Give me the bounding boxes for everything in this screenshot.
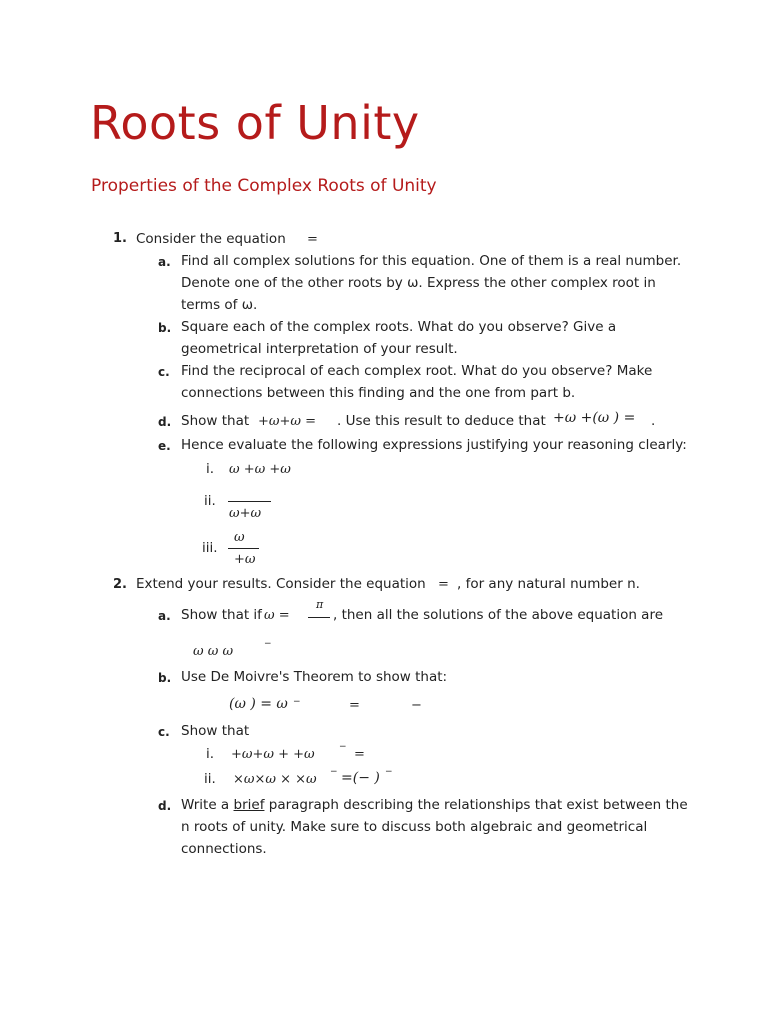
q1-number: 1.	[113, 231, 127, 246]
q2d-brief: brief	[233, 797, 265, 813]
q2c-i-expr: +ω+ω + +ω	[231, 747, 315, 762]
q2a-solutions-exponent: −	[264, 639, 272, 649]
q1d-expr2: +ω +(ω ) =	[553, 410, 636, 426]
q2d-line3: connections.	[181, 841, 267, 857]
q2b-expr-minus: −	[411, 698, 422, 713]
q1a-line2: Denote one of the other roots by ω. Express the other complex root in	[181, 275, 656, 291]
q2c-i-label: i.	[206, 746, 215, 762]
q2c-i-exponent: −	[339, 742, 347, 752]
q1e-iii-label: iii.	[202, 540, 218, 556]
q2c-label: c.	[158, 725, 170, 739]
q1c-line2: connections between this finding and the one from part b.	[181, 385, 576, 401]
q2a-text2: , then all the solutions of the above equation are	[333, 607, 664, 623]
q1e-ii-fraction-bar	[228, 501, 271, 502]
q2b-expr-equals: =	[349, 698, 360, 713]
q2a-solutions: ω ω ω	[193, 644, 234, 659]
q1c-label: c.	[158, 365, 170, 379]
q2c-i-equals: =	[354, 747, 365, 762]
q1e-label: e.	[158, 439, 171, 453]
q2d-text2: paragraph describing the relationships that exist between the	[268, 797, 688, 813]
q1-equation: =	[307, 232, 318, 247]
page-title: Roots of Unity	[90, 96, 420, 150]
q1a-line1: Find all complex solutions for this equation. One of them is a real number.	[181, 253, 682, 269]
q1e-ii-denominator: ω+ω	[229, 506, 262, 521]
q2d-label: d.	[158, 799, 172, 813]
q2d-text1: Write a	[181, 797, 230, 813]
q1e-iii-fraction-bar	[228, 548, 259, 549]
q1e-iii-denominator: +ω	[234, 552, 256, 567]
section-subtitle: Properties of the Complex Roots of Unity	[91, 176, 437, 196]
q1e-ii-label: ii.	[204, 493, 216, 509]
q2c-ii-rhs-exponent: −	[385, 767, 393, 777]
q1e-iii-numerator: ω	[234, 530, 245, 545]
q2b-expr-exponent: −	[293, 697, 301, 707]
q2-number: 2.	[113, 577, 127, 592]
q2d-line1	[181, 797, 688, 813]
q2a-expr: ω =	[264, 608, 290, 623]
q1d-expr1: +ω+ω =	[258, 414, 317, 429]
q1b-line2: geometrical interpretation of your result.	[181, 341, 458, 357]
q1e-i-label: i.	[206, 461, 215, 477]
q2c-text: Show that	[181, 723, 250, 739]
q2a-label: a.	[158, 609, 171, 623]
q1c-line1: Find the reciprocal of each complex root. What do you observe? Make	[181, 363, 653, 379]
q2a-fraction-bar	[308, 617, 330, 618]
q1e-i-expr: ω +ω +ω	[229, 462, 291, 477]
q2a-pi: π	[316, 598, 324, 611]
q2-text2: , for any natural number n.	[457, 576, 640, 592]
q2c-ii-label: ii.	[204, 771, 216, 787]
q2b-text: Use De Moivre's Theorem to show that:	[181, 669, 448, 685]
q1a-line3: terms of ω.	[181, 297, 258, 313]
q2d-line2: n roots of unity. Make sure to discuss both algebraic and geometrical	[181, 819, 648, 835]
q2c-ii-exponent: −	[330, 767, 338, 777]
q1e-text: Hence evaluate the following expressions justifying your reasoning clearly:	[181, 437, 687, 453]
q2b-expr-left: (ω ) = ω	[229, 696, 288, 712]
q2c-ii-rhs: =(− )	[341, 770, 380, 786]
q1d-text1: Show that	[181, 413, 250, 429]
q2b-label: b.	[158, 671, 172, 685]
q1d-text2: . Use this result to deduce that	[337, 413, 546, 429]
q1b-label: b.	[158, 321, 172, 335]
q1d-end: .	[651, 413, 656, 429]
q2-equation: =	[438, 577, 449, 592]
q1d-label: d.	[158, 415, 172, 429]
q1a-label: a.	[158, 255, 171, 269]
q2-text1: Extend your results. Consider the equation	[136, 576, 426, 592]
q2c-ii-expr: ×ω×ω × ×ω	[233, 772, 317, 787]
q1b-line1: Square each of the complex roots. What do you observe? Give a	[181, 319, 617, 335]
q2a-text1: Show that if	[181, 607, 262, 623]
q1-text: Consider the equation	[136, 231, 286, 247]
